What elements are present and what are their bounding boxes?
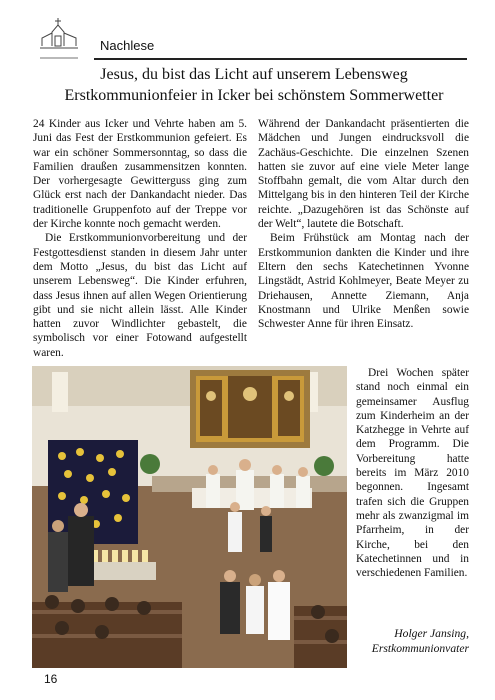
headline-title: Jesus, du bist das Licht auf unserem Lebensweg xyxy=(100,66,408,83)
page-number: 16 xyxy=(44,672,58,686)
paragraph: Während der Dankandacht präsentierten die Mädchen und Jungen eindrucksvoll die Zachäus-Geschichte. Die einzelnen Szenen hatten sie zuvor auf eine viele Meter lange Stoffbahn gemalt, die vom Altar durch den Mittelgang bis in den hinteren Teil der Kirche reichte. „Dazugehören ist das Schönste auf der Welt“, lautete die Botschaft. xyxy=(258,118,469,231)
paragraph: Drei Wochen später stand noch einmal ein gemeinsamer Ausflug zum Kinderheim an der Katzhegge in Vehrte auf dem Programm. Die Vorbereitung hatte bereits im März 2010 begonnen. Ingesamt trafen sich die Gruppen mehr als zwanzigmal im Pfarrheim, in der Kirche, bei den Katechetinnen und in verschiedenen Familien. xyxy=(356,367,469,580)
author-name: Holger Jansing, xyxy=(394,627,469,640)
headline-subtitle: Erstkommunionfeier in Icker bei schönstem Sommerwetter xyxy=(64,87,444,104)
church-interior-photo xyxy=(32,366,347,668)
paragraph: Die Erstkommunionvorbereitung und der Festgottesdienst standen in diesem Jahr unter dem Motto „Jesus, du bist das Licht auf unserem Lebensweg“. Die Kinder erfuhren, dass Jesus ihnen auf allen Wegen Orientierung gibt und sie nicht allein lässt. Alle Kinder hatten zuvor Windlichter gebastelt, die symbolisch vor einer Fotowand aufgestellt waren. xyxy=(33,232,247,359)
paragraph: 24 Kinder aus Icker und Vehrte haben am 5. Juni das Fest der Erstkommunion gefeiert. Es war ein schöner Sommersonntag, so dass die Familien draußen zusammensitzen konnten. Der vorhergesagte Gewitterguss ging zum Glück erst nach der Dankandacht nieder. Das traditionelle Gruppenfoto auf der Treppe vor der Kirche konnte noch gemacht werden. xyxy=(33,118,247,231)
section-label: Nachlese xyxy=(100,38,155,53)
author-role: Erstkommunionvater xyxy=(371,641,469,655)
header-rule xyxy=(94,58,467,60)
parish-logo xyxy=(36,16,82,64)
article-right-column xyxy=(258,117,469,331)
article-left-column xyxy=(33,117,247,360)
article-headline xyxy=(30,64,478,106)
article-narrow-column xyxy=(356,366,469,580)
paragraph: Beim Frühstück am Montag nach der Erstkommunion dankten die Kinder und ihre Eltern den sechs Katechetinnen Yvonne Lingstädt, Astrid Kohlmeyer, Beate Meyer zu Driehausen, Annette Ziemann, Anja Knostmann und Ulrike Menßen sowie Schwester Anne für ihren Einsatz. xyxy=(258,232,469,331)
